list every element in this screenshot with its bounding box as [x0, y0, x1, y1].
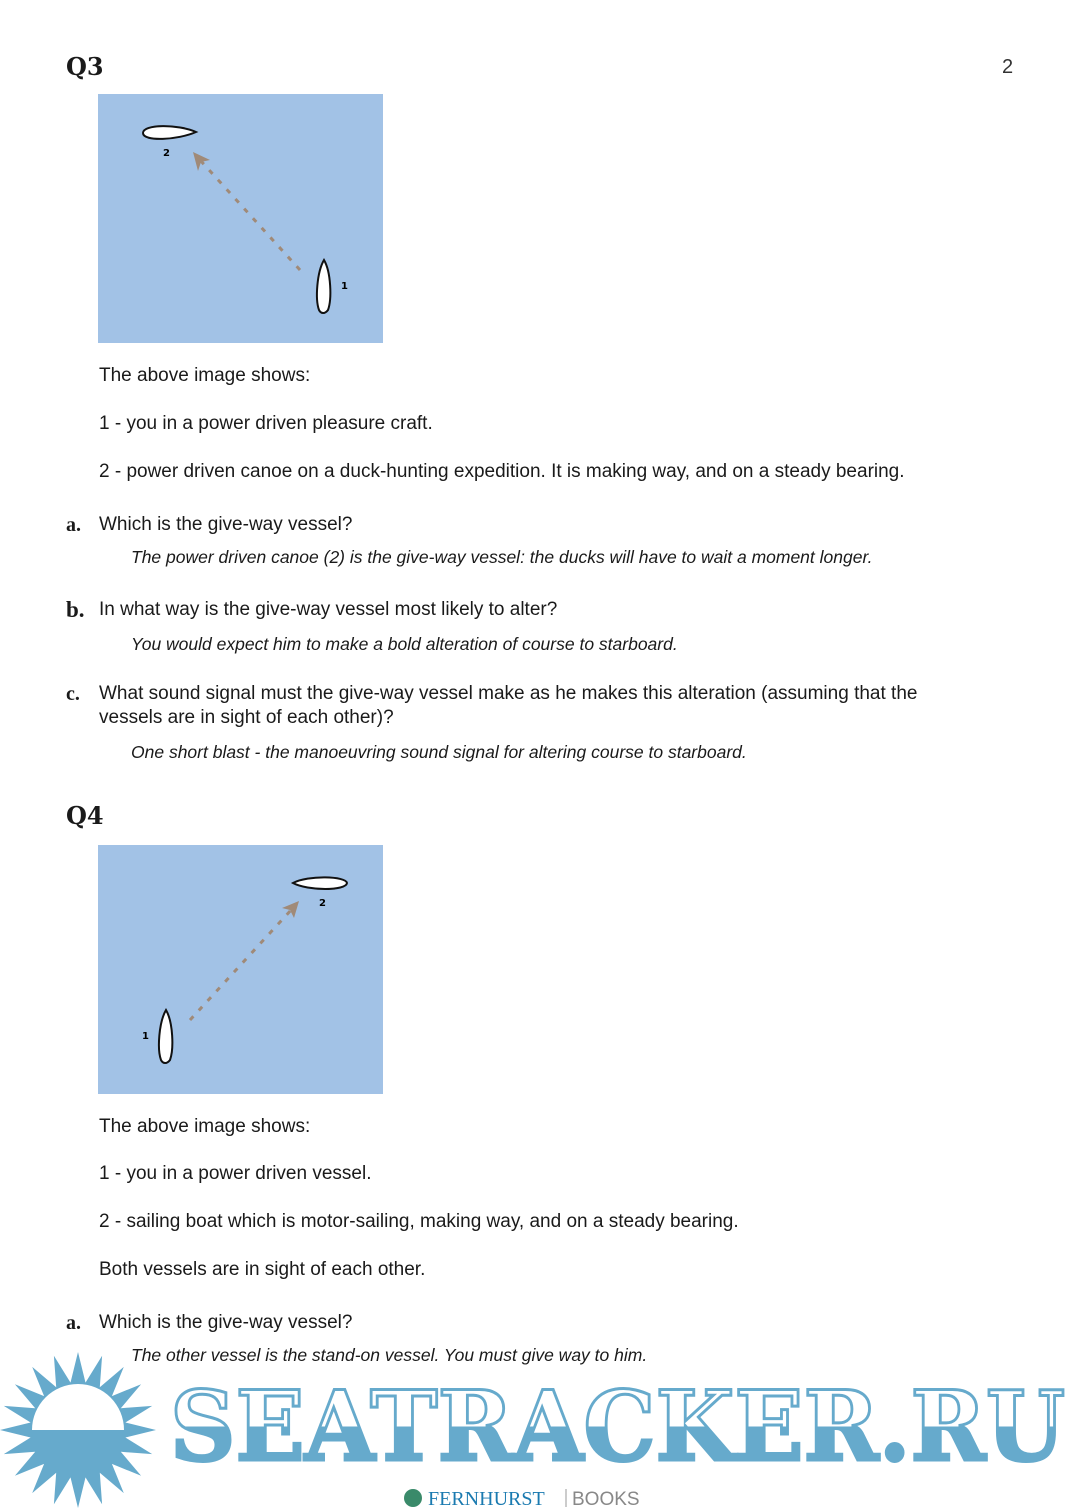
- vessel-1-label: 1: [341, 281, 348, 292]
- watermark: [0, 1350, 1080, 1510]
- arrow-head-icon: [282, 901, 299, 918]
- q3a-question: Which is the give-way vessel?: [99, 514, 353, 535]
- q3-item-1: 1 - you in a power driven pleasure craft.: [99, 413, 433, 434]
- publisher-text-2: BOOKS: [572, 1489, 640, 1510]
- q4a-question: Which is the give-way vessel?: [99, 1312, 353, 1333]
- page-number: 2: [1002, 56, 1014, 78]
- q3-heading: Q3: [66, 52, 104, 81]
- q4-item-3: Both vessels are in sight of each other.: [99, 1259, 426, 1280]
- fernhurst-leaf-icon: [404, 1489, 422, 1507]
- q4-heading: Q4: [66, 801, 104, 830]
- q3-intro: The above image shows:: [99, 365, 311, 386]
- course-arrow-line: [190, 909, 292, 1020]
- q3b-letter: b.: [66, 597, 85, 622]
- vessel-1-icon: [317, 260, 330, 313]
- vessel-2-icon: [143, 126, 196, 139]
- vessel-2-label: 2: [163, 148, 170, 159]
- vessel-1-icon: [159, 1010, 172, 1063]
- q4-item-2: 2 - sailing boat which is motor-sailing, making way, and on a steady bearing.: [99, 1211, 739, 1232]
- q3a-letter: a.: [66, 514, 81, 536]
- q3b-question: In what way is the give-way vessel most likely to alter?: [99, 599, 558, 620]
- sun-logo-icon: [0, 1350, 1080, 1510]
- q4-item-1: 1 - you in a power driven vessel.: [99, 1163, 372, 1184]
- q3b-answer: You would expect him to make a bold alteration of course to starboard.: [131, 634, 678, 654]
- vessel-2-icon: [293, 877, 347, 889]
- q3c-answer: One short blast - the manoeuvring sound signal for altering course to starboard.: [131, 742, 747, 762]
- q4a-answer: The other vessel is the stand-on vessel. You must give way to him.: [131, 1345, 648, 1365]
- q3c-question-line2: vessels are in sight of each other)?: [99, 707, 394, 728]
- q4-intro: The above image shows:: [99, 1116, 311, 1137]
- publisher-text: FERNHURST: [428, 1488, 545, 1510]
- q3c-question-line1: What sound signal must the give-way vessel make as he makes this alteration (assuming that the: [99, 683, 918, 704]
- q4a-letter: a.: [66, 1312, 81, 1334]
- q4-diagram: [98, 845, 383, 1094]
- q3-diagram: [98, 94, 383, 343]
- course-arrow-line: [200, 160, 300, 270]
- watermark-text: SEATRACKER.RU: [170, 1370, 1065, 1483]
- q3-item-2: 2 - power driven canoe on a duck-hunting expedition. It is making way, and on a steady bearing.: [99, 461, 905, 482]
- q3c-letter: c.: [66, 683, 80, 705]
- arrow-head-icon: [193, 152, 210, 171]
- vessel-1-label: 1: [142, 1031, 149, 1042]
- vessel-2-label: 2: [319, 898, 326, 909]
- q3a-answer: The power driven canoe (2) is the give-way vessel: the ducks will have to wait a moment longer.: [131, 547, 873, 567]
